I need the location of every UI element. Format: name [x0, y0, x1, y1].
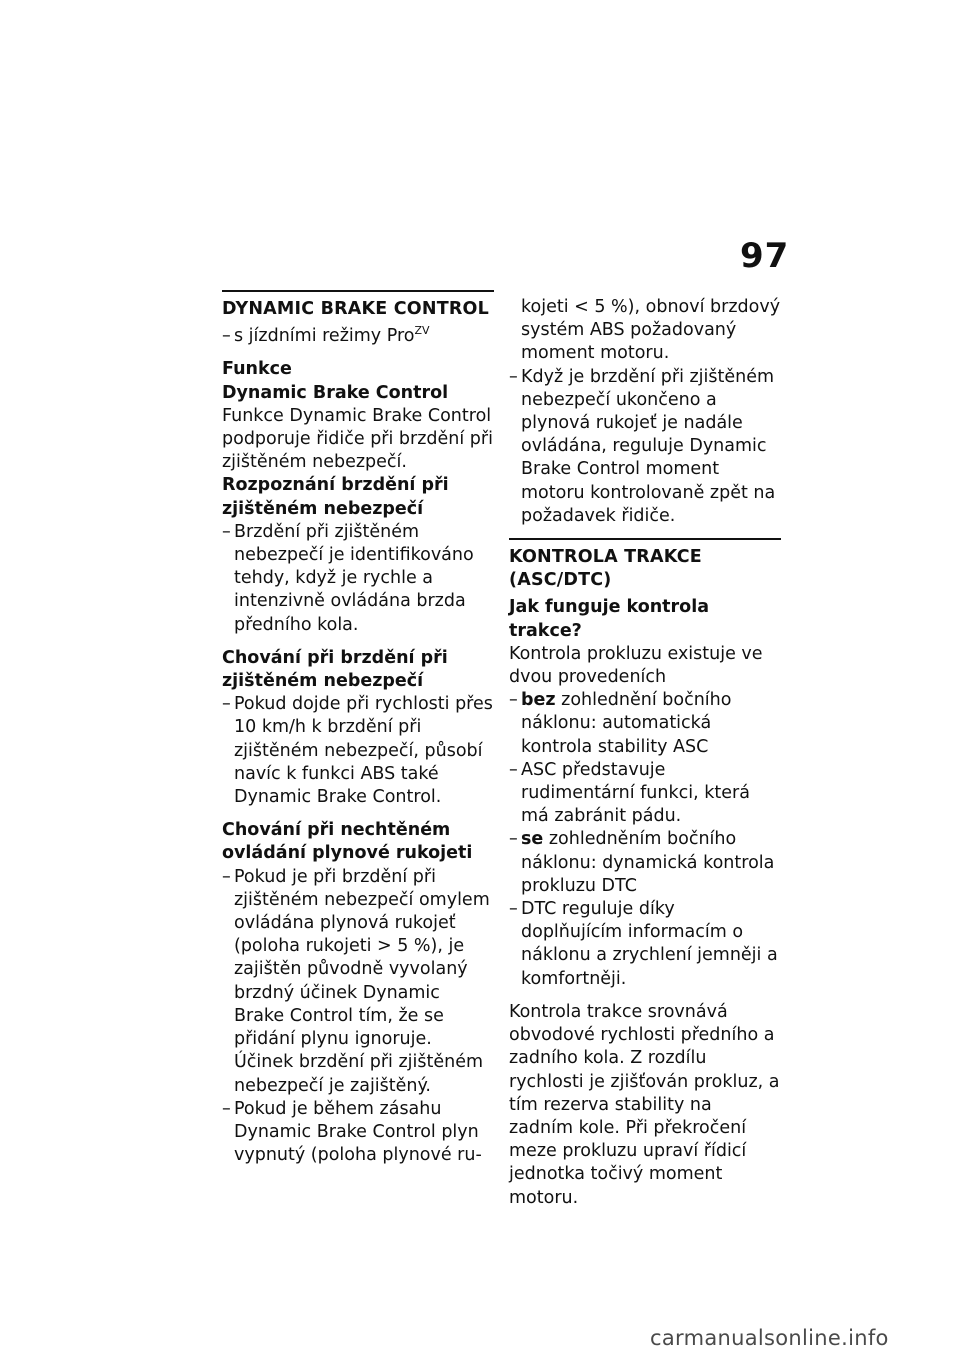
- list-item-continued: kojeti < 5 %), obnoví brzdový systém ABS požadovaný moment motoru.: [521, 297, 781, 364]
- paragraph-function: Funkce Dynamic Brake Control podporuje řidiče při brzdění při zjištěném nebezpečí.: [222, 405, 493, 473]
- list-item: – Brzdění při zjištěném nebezpečí je identifikováno tehdy, když je rychle a intenzivně ovládána brzda předního kola.: [222, 521, 474, 635]
- right-column: [509, 296, 781, 1210]
- continued-list: [509, 296, 781, 528]
- heading-recognition: Rozpoznání brzdění při zjištěném nebezpečí: [222, 475, 449, 519]
- list-item: – Když je brzdění při zjištěném nebezpečí ukončeno a plynová rukojeť je nadále ovládána, reguluje Dynamic Brake Control moment motoru kontrolovaně zpět na požadavek řidiče.: [509, 366, 776, 526]
- left-column: [222, 290, 494, 1167]
- list-item: – DTC reguluje díky doplňujícím informacím o náklonu a zrychlení jemněji a komfortněji.: [509, 899, 778, 989]
- variant-list: [222, 325, 494, 348]
- paragraph-traction-explanation: Kontrola trakce srovnává obvodové rychlosti předního a zadního kola. Z rozdílu rychlosti je zjišťován prokluz, a tím rezerva stability na zadním kole. Při překročení meze prokluzu upraví řídicí jednotka točivý moment motoru.: [509, 1001, 780, 1208]
- page-number: 97: [740, 236, 790, 276]
- section-title-dynamic-brake-control: DYNAMIC BRAKE CONTROL: [222, 299, 489, 319]
- list-item: – ASC představuje rudimentární funkci, která má zabránit pádu.: [509, 759, 750, 827]
- list-item: – se zohledněním bočního náklonu: dynamická kontrola prokluzu DTC: [509, 829, 775, 896]
- heading-how-it-works: Jak funguje kontrola trakce?: [509, 597, 710, 641]
- variant-item: – s jízdními režimy Pro$^{ZV}$: [222, 324, 430, 347]
- heading-behavior-throttle: Chování při nechtěném ovládání plynové rukojeti: [222, 820, 473, 864]
- heading-dynamic-brake-control: Dynamic Brake Control: [222, 382, 449, 403]
- list-item: – Pokud je při brzdění při zjištěném nebezpečí omylem ovládána plynová rukojeť (poloha rukojeti > 5 %), je zajištěn původně vyvolaný brzdný účinek Dynamic Brake Control tím, že se přidání plynu ignoruje. Účinek brzdění při zjištěném nebezpečí je zajištěný.: [222, 866, 490, 1096]
- list-item: – Pokud je během zásahu Dynamic Brake Control plyn vypnutý (poloha plynové ru-: [222, 1098, 482, 1166]
- section-title-traction-control: KONTROLA TRAKCE (ASC/DTC): [509, 547, 702, 591]
- list-item: – bez zohlednění bočního náklonu: automatická kontrola stability ASC: [509, 690, 732, 757]
- paragraph-variants: Kontrola prokluzu existuje ve dvou provedeních: [509, 643, 763, 688]
- variant-superscript: ZV: [414, 324, 430, 338]
- section-rule: [222, 290, 494, 292]
- heading-behavior-braking: Chování při brzdění při zjištěném nebezpečí: [222, 647, 448, 692]
- watermark: carmanualsonline.info: [650, 1326, 889, 1350]
- list-item: – Pokud dojde při rychlosti přes 10 km/h k brzdění při zjištěném nebezpečí, působí navíc k funkci ABS také Dynamic Brake Control.: [222, 694, 493, 808]
- variants-list: [509, 689, 781, 991]
- recognition-list: [222, 521, 494, 637]
- variant-text: s jízdními režimy Pro: [234, 326, 415, 347]
- heading-funkce: Funkce: [222, 359, 292, 380]
- section-rule: [509, 538, 781, 540]
- behavior-braking-list: [222, 693, 494, 809]
- behavior-throttle-list: [222, 866, 494, 1168]
